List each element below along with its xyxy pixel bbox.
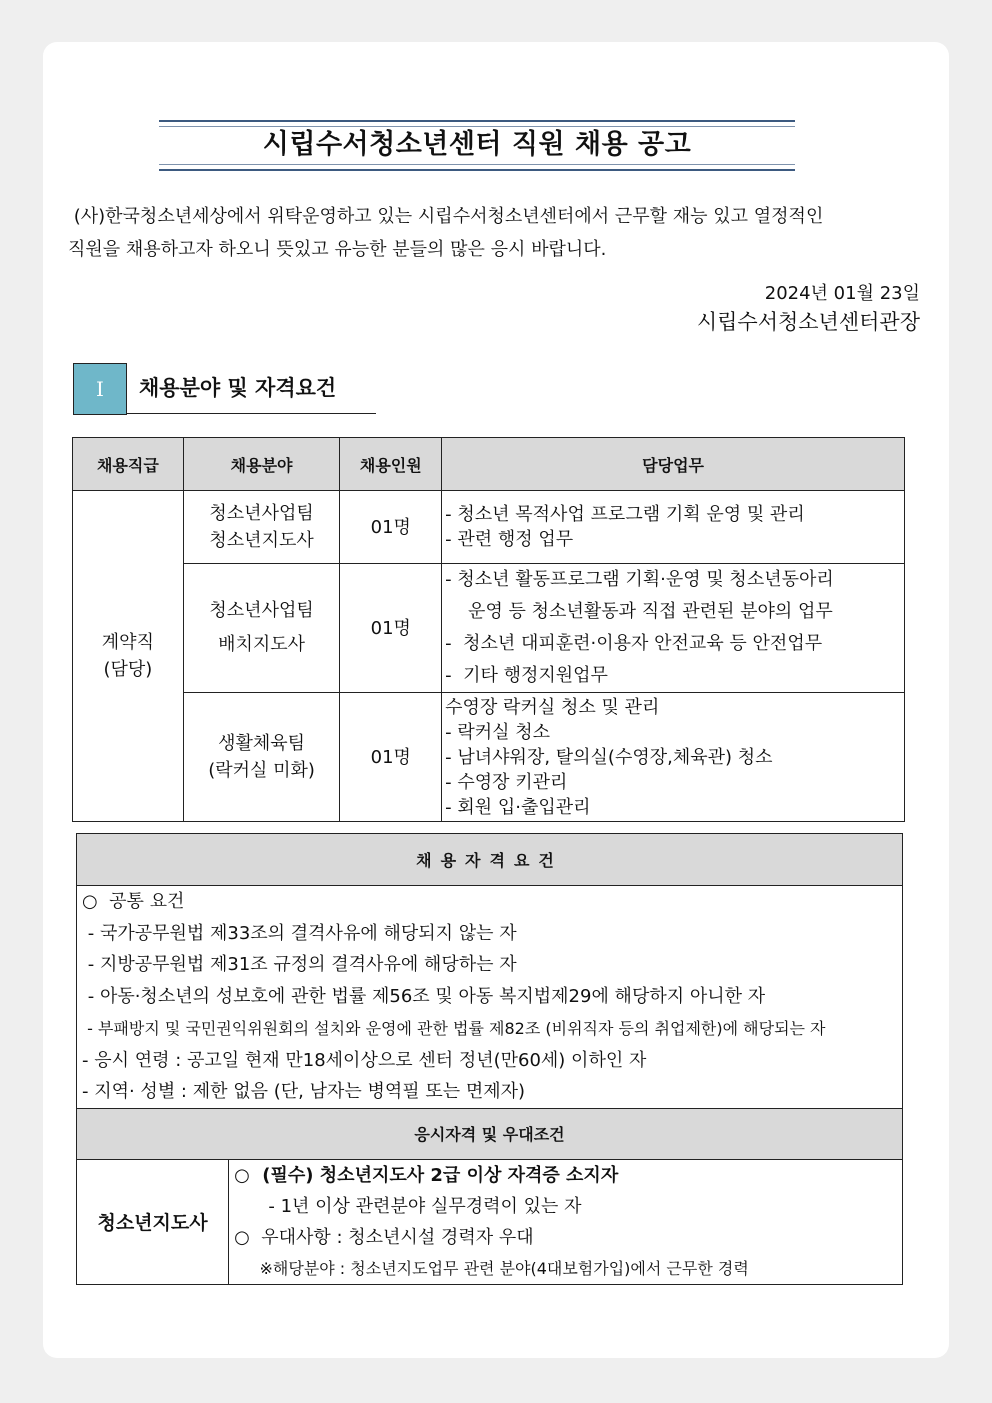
page-title: 시립수서청소년센터 직원 채용 공고 bbox=[262, 129, 692, 160]
count-cell: 01명 bbox=[340, 491, 442, 564]
header-grade: 채용직급 bbox=[73, 438, 184, 491]
duties-cell bbox=[442, 693, 905, 822]
requirement-item: - 부패방지 및 국민권익위원회의 설치와 운영에 관한 법률 제82조 (비위직자 등의 취업제한)에 해당되는 자 bbox=[82, 1018, 826, 1038]
duty-item: - 남녀샤워장, 탈의실(수영장,체육관) 청소 bbox=[445, 746, 773, 768]
duty-item: - 청소년 목적사업 프로그램 기획 운영 및 관리 bbox=[445, 504, 805, 525]
count-cell: 01명 bbox=[340, 564, 442, 693]
intro-paragraph bbox=[68, 200, 928, 266]
field-team: 생활체육팀 bbox=[218, 733, 306, 754]
field-role: 청소년지도사 bbox=[209, 530, 314, 551]
header-count: 채용인원 bbox=[340, 438, 442, 491]
qualification-label: 청소년지도사 bbox=[77, 1159, 229, 1284]
duty-item: - 관련 행정 업무 bbox=[445, 529, 574, 550]
grade-text: 계약직 bbox=[101, 632, 154, 653]
section-number-badge: Ⅰ bbox=[73, 363, 127, 415]
duty-item: - 락커실 청소 bbox=[445, 721, 551, 743]
qualification-item: ※해당분야 : 청소년지도업무 관련 분야(4대보험가입)에서 근무한 경력 bbox=[234, 1258, 749, 1278]
intro-line-1: (사)한국청소년세상에서 위탁운영하고 있는 시립수서청소년센터에서 근무할 재능 있고 열정적인 bbox=[68, 206, 824, 227]
table-row bbox=[73, 491, 905, 564]
section-title: 채용분야 및 자격요건 bbox=[139, 376, 337, 400]
field-cell bbox=[183, 693, 340, 822]
qualification-list bbox=[229, 1159, 903, 1284]
duty-item: - 회원 입·출입관리 bbox=[445, 796, 591, 818]
announcement-date: 2024년 01월 23일 bbox=[764, 283, 920, 304]
qualification-item: ○ 우대사항 : 청소년시설 경력자 우대 bbox=[234, 1226, 534, 1248]
table-row bbox=[73, 693, 905, 822]
table-row bbox=[73, 564, 905, 693]
field-role: (락커실 미화) bbox=[208, 760, 315, 781]
intro-line-2: 직원을 채용하고자 하오니 뜻있고 유능한 분들의 많은 응시 바랍니다. bbox=[68, 239, 607, 260]
requirement-item: - 지방공무원법 제31조 규정의 결격사유에 해당하는 자 bbox=[82, 954, 517, 976]
qualification-header: 응시자격 및 우대조건 bbox=[77, 1108, 903, 1159]
grade-cell bbox=[73, 491, 184, 822]
qualification-item: - 1년 이상 관련분야 실무경력이 있는 자 bbox=[234, 1195, 582, 1217]
recruitment-table bbox=[72, 437, 905, 822]
requirement-item: - 국가공무원법 제33조의 결격사유에 해당되지 않는 자 bbox=[82, 922, 517, 944]
title-block bbox=[159, 120, 795, 170]
field-cell bbox=[183, 491, 340, 564]
duties-cell bbox=[442, 564, 905, 693]
header-field: 채용분야 bbox=[183, 438, 340, 491]
requirements-header: 채용자격요건 bbox=[77, 834, 903, 886]
requirement-item: - 지역· 성별 : 제한 없음 (단, 남자는 병역필 또는 면제자) bbox=[82, 1081, 526, 1103]
field-team: 청소년사업팀 bbox=[209, 503, 314, 524]
field-team: 청소년사업팀 bbox=[209, 600, 314, 621]
duty-item: - 기타 행정지원업무 bbox=[445, 665, 608, 686]
duty-item: - 청소년 대피훈련·이용자 안전교육 등 안전업무 bbox=[445, 633, 823, 654]
field-role: 배치지도사 bbox=[218, 634, 306, 655]
duty-item: 운영 등 청소년활동과 직접 관련된 분야의 업무 bbox=[445, 601, 833, 622]
duty-item: - 청소년 활동프로그램 기획·운영 및 청소년동아리 bbox=[445, 569, 834, 590]
duties-cell bbox=[442, 491, 905, 564]
section-underline bbox=[127, 413, 376, 414]
requirements-list bbox=[77, 886, 903, 1109]
requirement-item: ○ 공통 요건 bbox=[82, 891, 185, 912]
duty-item: - 수영장 키관리 bbox=[445, 771, 568, 793]
grade-subtext: (담당) bbox=[103, 659, 153, 680]
header-duties: 담당업무 bbox=[442, 438, 905, 491]
table-header-row bbox=[73, 438, 905, 491]
title-bottom-rule bbox=[159, 164, 795, 171]
requirements-table bbox=[76, 833, 903, 1285]
duty-item: 수영장 락커실 청소 및 관리 bbox=[445, 696, 660, 718]
count-cell: 01명 bbox=[340, 693, 442, 822]
requirement-item: - 응시 연령 : 공고일 현재 만18세이상으로 센터 정년(만60세) 이하인 자 bbox=[82, 1049, 647, 1071]
qualification-item: ○ (필수) 청소년지도사 2급 이상 자격증 소지자 bbox=[234, 1164, 619, 1186]
requirement-item: - 아동·청소년의 성보호에 관한 법률 제56조 및 아동 복지법제29에 해당하지 아니한 자 bbox=[82, 986, 766, 1008]
field-cell bbox=[183, 564, 340, 693]
issuer-name: 시립수서청소년센터관장 bbox=[696, 310, 920, 334]
